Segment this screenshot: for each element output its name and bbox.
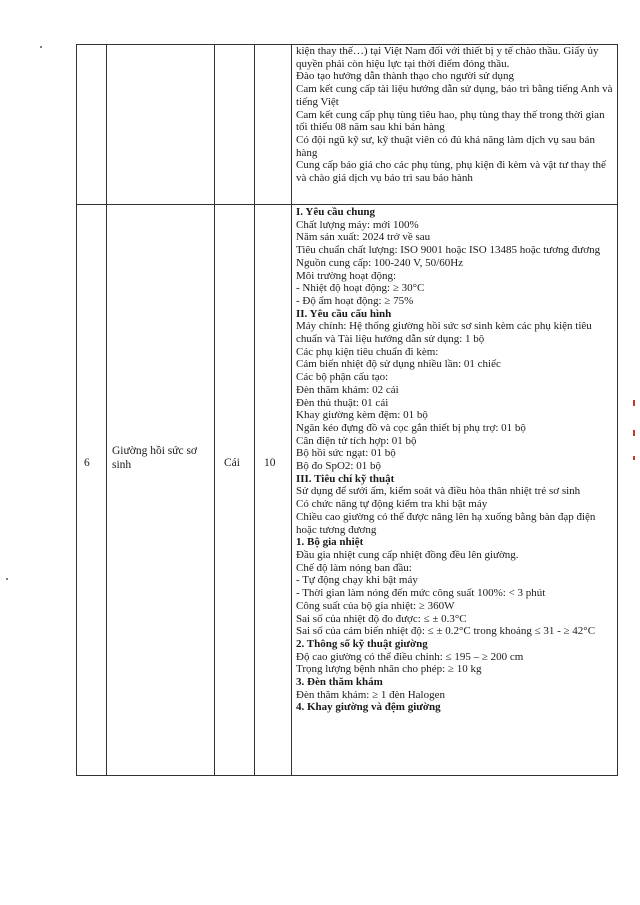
scan-mark: [633, 400, 635, 406]
spec-line: Công suất của bộ gia nhiệt: ≥ 360W: [296, 599, 455, 612]
requirement-line: Cung cấp báo giá cho các phụ tùng, phụ kiện đi kèm và vật tư thay thế và chào giá dịch vụ bảo trì sau bảo hành: [296, 159, 606, 185]
scan-mark: [633, 430, 635, 436]
spec-line: Bộ hồi sức ngạt: 01 bộ: [296, 447, 396, 460]
requirement-line: Đào tạo hướng dẫn thành thạo cho người sử dụng: [296, 70, 515, 83]
scan-mark: [633, 456, 635, 460]
section-heading: 4. Khay giường và đệm giường: [296, 701, 441, 714]
spec-line: Đèn thủ thuật: 01 cái: [296, 396, 389, 409]
item-unit: Cái: [224, 457, 240, 469]
spec-line: Đèn thăm khám: ≥ 1 đèn Halogen: [296, 688, 445, 701]
requirement-line: Cam kết cung cấp tài liệu hướng dẫn sử dụng, bảo trì bằng tiếng Anh và tiếng Việt: [296, 83, 613, 108]
spec-line: Chiều cao giường có thể được nâng lên hạ xuống bằng bàn đạp điện hoặc tương đương: [296, 510, 596, 536]
section-heading: 2. Thông số kỹ thuật giường: [296, 637, 428, 650]
spec-line: Sử dụng để sưởi ấm, kiểm soát và điều hòa thân nhiệt trẻ sơ sinh: [296, 485, 581, 498]
section-heading: 3. Đèn thăm khám: [296, 676, 383, 689]
spec-line: Sai số của nhiệt độ đo được: ≤ ± 0.3°C: [296, 612, 467, 625]
spec-line: Sai số của cảm biến nhiệt độ: ≤ ± 0.2°C trong khoảng ≤ 31 - ≥ 42°C: [296, 625, 596, 638]
spec-line: - Nhiệt độ hoạt động: ≥ 30°C: [296, 282, 425, 295]
spec-line: - Độ ẩm hoạt động: ≥ 75%: [296, 294, 414, 307]
spec-line: - Tự động chạy khi bật máy: [296, 574, 418, 587]
section-heading: II. Yêu cầu cấu hình: [296, 307, 392, 320]
requirement-line: Cam kết cung cấp phụ tùng tiêu hao, phụ tùng thay thế trong thời gian tối thiểu 08 năm sau khi bán hàng: [296, 108, 605, 134]
spec-line: Chế độ làm nóng ban đầu:: [296, 561, 412, 574]
spec-line: Có chức năng tự động kiểm tra khi bật máy: [296, 498, 488, 511]
scan-dot: [40, 46, 42, 48]
item-name: Giường hồi sức sơ sinh: [112, 445, 198, 471]
spec-line: Máy chính: Hệ thống giường hồi sức sơ sinh kèm các phụ kiện tiêu chuẩn và Tài liệu hướng dẫn sử dụng: 1 bộ: [296, 320, 592, 346]
item-quantity: 10: [264, 457, 276, 469]
spec-line: Đầu gia nhiệt cung cấp nhiệt đồng đều lên giường.: [296, 548, 519, 561]
spec-line: Trọng lượng bệnh nhân cho phép: ≥ 10 kg: [296, 663, 482, 676]
spec-line: Bộ đo SpO2: 01 bộ: [296, 460, 381, 473]
section-heading: I. Yêu cầu chung: [296, 206, 376, 218]
spec-line: Ngăn kéo đựng đồ và cọc gắn thiết bị phụ trợ: 01 bộ: [296, 421, 526, 434]
row-prev-requirements: [296, 45, 614, 185]
requirement-line: kiện thay thế…) tại Việt Nam đối với thiết bị y tế chào thầu. Giấy ủy quyền phải còn hiệu lực tại thời điểm đóng thầu.: [296, 45, 599, 70]
spec-line: Nguồn cung cấp: 100-240 V, 50/60Hz: [296, 256, 464, 269]
row6-specifications: [296, 206, 614, 714]
spec-line: - Thời gian làm nóng đến mức công suất 100%: < 3 phút: [296, 587, 546, 600]
spec-line: Chất lượng máy: mới 100%: [296, 218, 419, 231]
spec-line: Độ cao giường có thể điều chỉnh: ≤ 195 – ≥ 200 cm: [296, 650, 524, 663]
requirement-line: Có đội ngũ kỹ sư, kỹ thuật viên có đủ khả năng làm dịch vụ sau bán hàng: [296, 133, 595, 159]
spec-line: Khay giường kèm đệm: 01 bộ: [296, 409, 428, 422]
spec-line: Cảm biến nhiệt độ sử dụng nhiều lần: 01 chiếc: [296, 358, 501, 371]
spec-line: Các bộ phận cấu tạo:: [296, 371, 389, 384]
spec-line: Tiêu chuẩn chất lượng: ISO 9001 hoặc ISO 13485 hoặc tương đương: [296, 244, 601, 257]
spec-line: Cân điện tử tích hợp: 01 bộ: [296, 434, 417, 447]
spec-line: Năm sản xuất: 2024 trở về sau: [296, 231, 431, 244]
scan-dot: [6, 578, 8, 580]
spec-line: Các phụ kiện tiêu chuẩn đi kèm:: [296, 345, 439, 358]
spec-table: [76, 44, 618, 776]
spec-line: Môi trường hoạt động:: [296, 269, 397, 282]
section-heading: III. Tiêu chí kỹ thuật: [296, 472, 395, 485]
spec-line: Đèn thăm khám: 02 cái: [296, 383, 399, 396]
section-heading: 1. Bộ gia nhiệt: [296, 536, 364, 549]
row-number: 6: [84, 457, 90, 469]
